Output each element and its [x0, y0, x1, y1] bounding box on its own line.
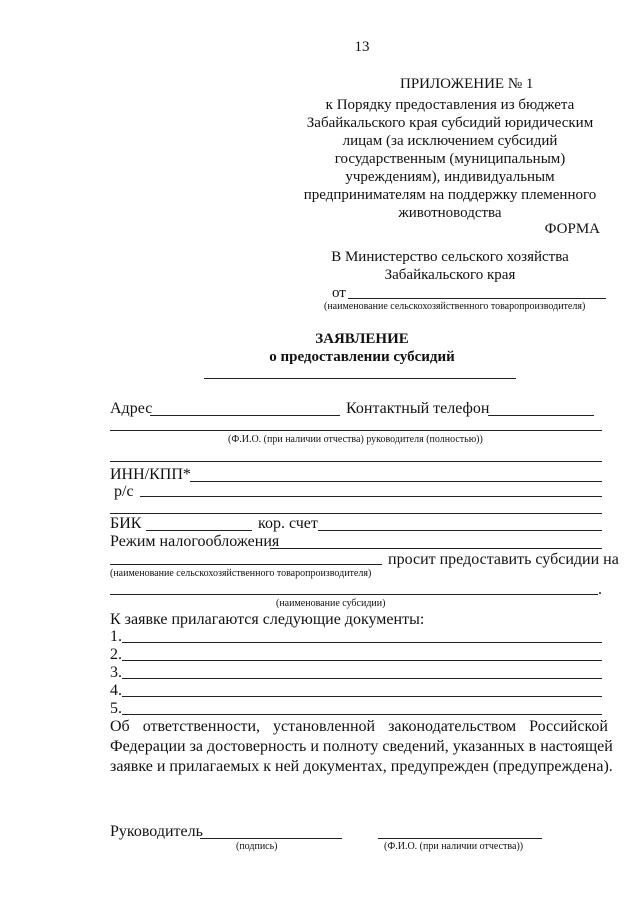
- attachment-number: 1.: [110, 628, 122, 645]
- head-caption: (Ф.И.О. (при наличии отчества) руководителя (полностью)): [228, 434, 483, 445]
- annex-line: предпринимателям на поддержку племенного: [303, 187, 597, 203]
- annex-line: животноводства: [398, 205, 502, 221]
- request-text: просит предоставить субсидии на: [388, 551, 619, 568]
- tax-label: Режим налогообложения: [110, 533, 280, 550]
- page-number: 13: [354, 39, 370, 55]
- corr-label: кор. счет: [258, 515, 318, 532]
- from-label: от: [332, 285, 346, 301]
- account-label: р/с: [114, 483, 134, 500]
- producer-caption: (наименование сельскохозяйственного товаропроизводителя): [110, 568, 372, 579]
- phone-label: Контактный телефон: [346, 400, 490, 417]
- attachment-number: 2.: [110, 646, 122, 663]
- annex-line: к Порядку предоставления из бюджета: [325, 97, 575, 113]
- word: Российской: [529, 718, 608, 735]
- attachment-number: 5.: [110, 700, 122, 717]
- bik-line[interactable]: [146, 530, 252, 531]
- head-role-label: Руководитель: [110, 823, 203, 840]
- address-line[interactable]: [150, 415, 340, 416]
- signature-caption: (подпись): [236, 841, 278, 852]
- inn-label: ИНН/КПП*: [110, 466, 191, 483]
- addressee-line: В Министерство сельского хозяйства: [331, 249, 569, 265]
- signature-line[interactable]: [200, 838, 342, 839]
- word: законодательством: [388, 718, 517, 735]
- document-title: ЗАЯВЛЕНИЕ: [315, 331, 409, 347]
- attachments-intro: К заявке прилагаются следующие документы:: [110, 611, 425, 628]
- annex-line: учреждениям), индивидуальным: [345, 169, 555, 185]
- attachment-line[interactable]: [122, 714, 602, 715]
- signer-name-line[interactable]: [378, 838, 542, 839]
- account-line-2[interactable]: [110, 513, 602, 514]
- subsidy-period: .: [598, 581, 602, 598]
- annex-line: лицам (за исключением субсидий: [342, 133, 558, 149]
- address-label: Адрес: [110, 400, 153, 417]
- head-name-line[interactable]: [110, 430, 602, 431]
- from-line[interactable]: [348, 298, 606, 299]
- form-label: ФОРМА: [544, 221, 600, 237]
- responsibility-line-3: заявке и прилагаемых к ней документах, предупрежден (предупреждена).: [110, 758, 613, 775]
- subsidy-caption: (наименование субсидии): [276, 598, 386, 609]
- attachment-line[interactable]: [122, 678, 602, 679]
- document-subtitle: о предоставлении субсидий: [269, 349, 455, 365]
- producer-line[interactable]: [110, 564, 382, 565]
- subsidy-line[interactable]: [110, 594, 598, 595]
- attachment-number: 3.: [110, 664, 122, 681]
- from-caption: (наименование сельскохозяйственного товаропроизводителя): [324, 301, 586, 312]
- attachment-number: 4.: [110, 682, 122, 699]
- phone-line[interactable]: [488, 415, 594, 416]
- extra-line[interactable]: [110, 461, 602, 462]
- word: Об: [110, 718, 130, 735]
- annex-text: [300, 96, 600, 222]
- account-line[interactable]: [140, 496, 602, 497]
- annex-line: Забайкальского края субсидий юридическим: [306, 115, 594, 131]
- attachment-line[interactable]: [122, 696, 602, 697]
- inn-line[interactable]: [190, 481, 602, 482]
- attachment-line[interactable]: [122, 642, 602, 643]
- bik-label: БИК: [110, 515, 142, 532]
- word: установленной: [273, 718, 376, 735]
- responsibility-line-2: Федерации за достоверность и полноту сведений, указанных в настоящей: [110, 738, 613, 755]
- addressee-line: Забайкальского края: [384, 267, 516, 283]
- subtitle-line[interactable]: [204, 378, 516, 379]
- annex-title: ПРИЛОЖЕНИЕ № 1: [400, 76, 534, 92]
- corr-line[interactable]: [318, 530, 602, 531]
- word: ответственности,: [142, 718, 261, 735]
- signer-name-caption: (Ф.И.О. (при наличии отчества)): [384, 841, 524, 852]
- attachment-line[interactable]: [122, 660, 602, 661]
- annex-line: государственным (муниципальным): [334, 151, 566, 167]
- tax-line[interactable]: [270, 548, 602, 549]
- addressee: [300, 248, 600, 284]
- responsibility-line-1: [110, 717, 608, 736]
